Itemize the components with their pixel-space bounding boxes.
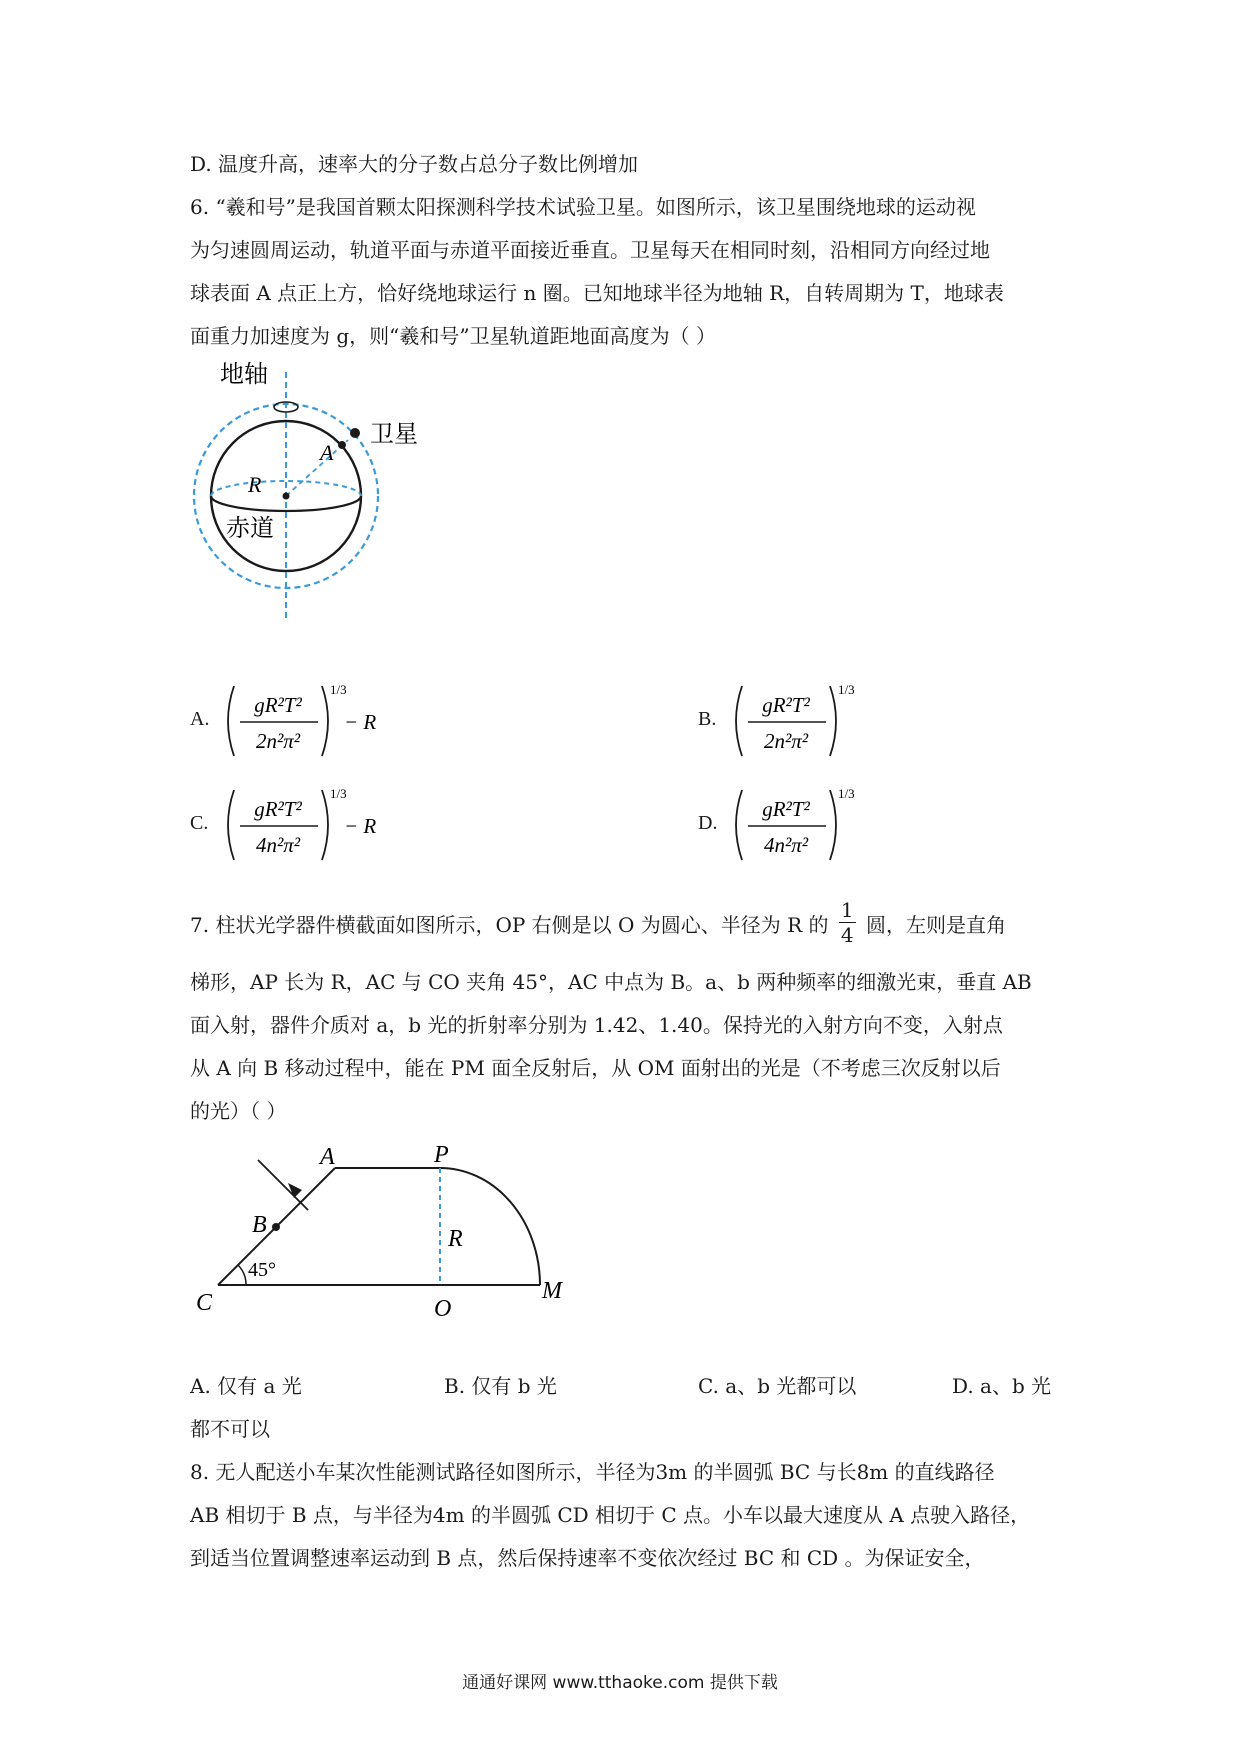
q7-line-2: 梯形，AP 长为 R，AC 与 CO 夹角 45°，AC 中点为 B。a、b 两种频率的细激光束，垂直 AB (190, 970, 1032, 994)
angle-arc (238, 1265, 246, 1285)
q5-option-d: D. 温度升高，速率大的分子数占总分子数比例增加 (190, 152, 639, 176)
q6-a-exp: 1/3 (330, 682, 347, 697)
point-b-dot (272, 1223, 280, 1231)
q6-a-den: 2n²π² (255, 729, 301, 753)
q7-option-b: B. 仅有 b 光 (444, 1374, 557, 1398)
q7-line-4: 从 A 向 B 移动过程中，能在 PM 面全反射后，从 OM 面射出的光是（不考虑三次反射以后 (190, 1056, 1001, 1080)
q8-line-1: 8. 无人配送小车某次性能测试路径如图所示，半径为3m 的半圆弧 BC 与长8m 的直线路径 (190, 1460, 995, 1484)
label-p: P (434, 1142, 449, 1168)
q6-d-den: 4n²π² (763, 833, 809, 857)
q6-b-exp: 1/3 (838, 682, 855, 697)
q6-d-num: gR²T² (762, 797, 810, 821)
q6-option-b-label: B. (698, 708, 717, 730)
q6-c-num: gR²T² (254, 797, 302, 821)
point-a-dot (338, 441, 346, 449)
q7-line-1b: 圆，左则是直角 (866, 913, 1006, 937)
q6-c-suffix: − R (344, 814, 377, 838)
label-45deg: 45° (248, 1259, 276, 1281)
q8-line-3: 到适当位置调整速率运动到 B 点，然后保持速率不变依次经过 BC 和 CD 。为保证安全， (190, 1546, 985, 1570)
q6-c-den: 4n²π² (255, 833, 301, 857)
label-m: M (542, 1278, 562, 1304)
point-a-label: A (320, 440, 334, 465)
earth-center (283, 493, 290, 500)
q6-option-b-formula (730, 680, 890, 766)
q7-option-c: C. a、b 光都可以 (698, 1374, 857, 1398)
q6-c-exp: 1/3 (330, 786, 347, 801)
q7-option-a: A. 仅有 a 光 (190, 1374, 302, 1398)
axis-label: 地轴 (220, 362, 268, 388)
arrow-head-icon (288, 1183, 302, 1198)
q7-option-d-wrap: 都不可以 (190, 1417, 270, 1441)
q6-option-a-label: A. (190, 708, 210, 730)
label-a: A (320, 1144, 335, 1170)
q6-option-d-label: D. (698, 812, 718, 834)
radius-label: R (248, 472, 262, 497)
q6-option-a-formula (222, 680, 382, 766)
radius-line (286, 440, 348, 496)
q7-line-1 (190, 898, 1006, 951)
q6-line-2: 为匀速圆周运动，轨道平面与赤道平面接近垂直。卫星每天在相同时刻，沿相同方向经过地 (190, 238, 990, 262)
equator-label: 赤道 (226, 516, 274, 542)
label-r: R (448, 1226, 463, 1252)
label-c: C (196, 1290, 213, 1316)
q6-option-d-formula (730, 784, 890, 870)
incident-ray (258, 1160, 308, 1210)
q6-a-suffix: − R (344, 710, 377, 734)
q6-b-num: gR²T² (762, 693, 810, 717)
q6-earth-figure (190, 360, 430, 630)
q7-optics-figure (190, 1138, 590, 1328)
q6-option-c-label: C. (190, 812, 209, 834)
satellite-dot (350, 428, 360, 438)
q8-line-2: AB 相切于 B 点，与半径为4m 的半圆弧 CD 相切于 C 点。小车以最大速度从 A 点驶入路径， (190, 1503, 1031, 1527)
q7-quarter-fraction (839, 898, 856, 947)
q6-line-4: 面重力加速度为 g，则“羲和号”卫星轨道距地面高度为（ ） (190, 324, 716, 348)
q7-frac-den: 4 (840, 923, 854, 947)
satellite-label: 卫星 (370, 422, 418, 448)
label-o: O (434, 1296, 452, 1322)
page-footer: 通通好课网 www.tthaoke.com 提供下载 (462, 1673, 778, 1693)
q6-line-1: 6. “羲和号”是我国首颗太阳探测科学技术试验卫星。如图所示，该卫星围绕地球的运动视 (190, 195, 976, 219)
label-b: B (252, 1212, 267, 1238)
q7-frac-num: 1 (840, 898, 854, 922)
q6-a-num: gR²T² (254, 693, 302, 717)
q6-line-3: 球表面 A 点正上方，恰好绕地球运行 n 圈。已知地球半径为地轴 R，自转周期为 T，地球表 (190, 281, 1004, 305)
q7-line-1a: 7. 柱状光学器件横截面如图所示，OP 右侧是以 O 为圆心、半径为 R 的 (190, 913, 829, 937)
q6-d-exp: 1/3 (838, 786, 855, 801)
q7-line-3: 面入射，器件介质对 a，b 光的折射率分别为 1.42、1.40。保持光的入射方向不变，入射点 (190, 1013, 1003, 1037)
q7-line-5: 的光）（ ） (190, 1099, 287, 1123)
q6-b-den: 2n²π² (763, 729, 809, 753)
q6-option-c-formula (222, 784, 382, 870)
q7-option-d: D. a、b 光 (952, 1374, 1052, 1398)
